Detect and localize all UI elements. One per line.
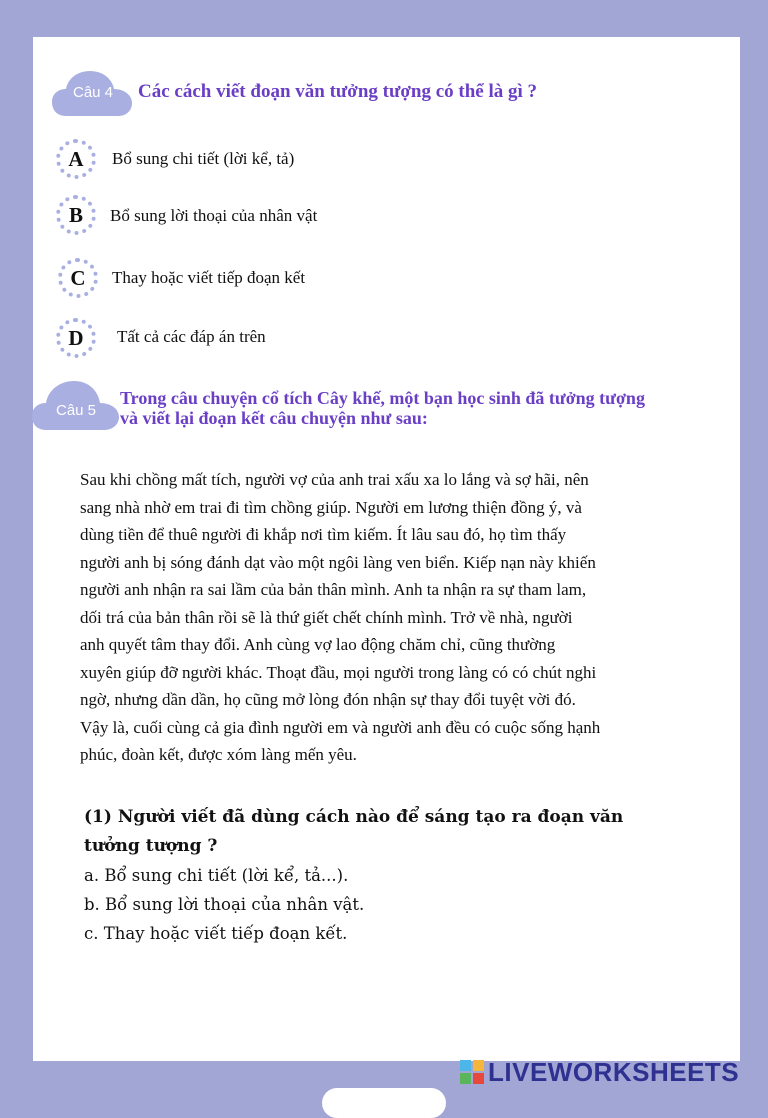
passage-line: phúc, đoàn kết, được xóm làng mến yêu. [80, 745, 357, 764]
option-d-button[interactable] [56, 318, 96, 358]
story-passage [80, 466, 700, 769]
passage-line: Sau khi chồng mất tích, người vợ của anh trai xấu xa lo lắng và sợ hãi, nên [80, 470, 589, 489]
sub-question-1 [84, 803, 704, 948]
passage-line: người anh bị sóng đánh dạt vào một ngôi làng ven biển. Kiếp nạn này khiến [80, 552, 596, 572]
option-b-button[interactable] [56, 195, 96, 235]
option-d-letter: D [68, 325, 84, 350]
liveworksheets-logo [460, 1058, 739, 1086]
option-c-button[interactable] [58, 258, 98, 298]
question-4-title: Các cách viết đoạn văn tưởng tượng có thể là gì ? [138, 81, 538, 102]
question-5-badge [32, 378, 120, 432]
question-5-title-line-1: Trong câu chuyện cổ tích Cây khế, một bạn học sinh đã tưởng tượng [120, 388, 645, 408]
option-c-text: Thay hoặc viết tiếp đoạn kết [112, 268, 306, 287]
liveworksheets-logo-icon [460, 1060, 484, 1084]
passage-line: ngờ, nhưng dần dần, họ cũng mở lòng đón nhận sự thay đổi tuyệt vời đó. [80, 690, 576, 709]
answer-option-b[interactable]: b. Bổ sung lời thoại của nhân vật. [84, 895, 365, 914]
liveworksheets-logo-text: LIVEWORKSHEETS [488, 1056, 740, 1087]
passage-line: sang nhà nhờ em trai đi tìm chồng giúp. Người em lương thiện đồng ý, và [80, 497, 582, 517]
bottom-tab[interactable] [322, 1088, 446, 1118]
question-5-title [120, 388, 645, 428]
passage-line: xuyên giúp đỡ người khác. Thoạt đầu, mọi người trong làng có có chút nghi [80, 662, 597, 682]
answer-option-a[interactable]: a. Bổ sung chi tiết (lời kể, tả...). [84, 866, 349, 885]
sub-question-title-line-1: (1) Người viết đã dùng cách nào để sáng tạo ra đoạn văn [84, 807, 624, 827]
sub-question-title-line-2: tưởng tượng ? [84, 836, 218, 856]
option-a-text: Bổ sung chi tiết (lời kể, tả) [112, 149, 295, 168]
passage-line: dùng tiền để thuê người đi khắp nơi tìm kiếm. Ít lâu sau đó, họ tìm thấy [80, 525, 567, 544]
question-5-title-line-2: và viết lại đoạn kết câu chuyện như sau: [120, 408, 428, 428]
option-d-text: Tất cả các đáp án trên [117, 327, 266, 346]
passage-line: anh quyết tâm thay đổi. Anh cùng vợ lao động chăm chỉ, cũng thường [80, 635, 556, 654]
question-4-badge [52, 66, 134, 118]
option-a-letter: A [68, 146, 84, 171]
question-5-badge-label: Câu 5 [55, 402, 97, 419]
passage-line: dối trá của bản thân rồi sẽ là thứ giết chết chính mình. Trở về nhà, người [80, 607, 573, 627]
passage-line: Vậy là, cuối cùng cả gia đình người em và người anh đều có cuộc sống hạnh [80, 717, 601, 737]
question-4-badge-label: Câu 4 [72, 84, 114, 101]
option-b-letter: B [68, 202, 83, 227]
answer-option-c[interactable]: c. Thay hoặc viết tiếp đoạn kết. [84, 924, 348, 943]
option-b-text: Bổ sung lời thoại của nhân vật [110, 206, 318, 225]
option-c-letter: C [70, 265, 86, 290]
option-a-button[interactable] [56, 139, 96, 179]
passage-line: người anh nhận ra sai lầm của bản thân mình. Anh ta nhận ra sự tham lam, [80, 580, 587, 599]
